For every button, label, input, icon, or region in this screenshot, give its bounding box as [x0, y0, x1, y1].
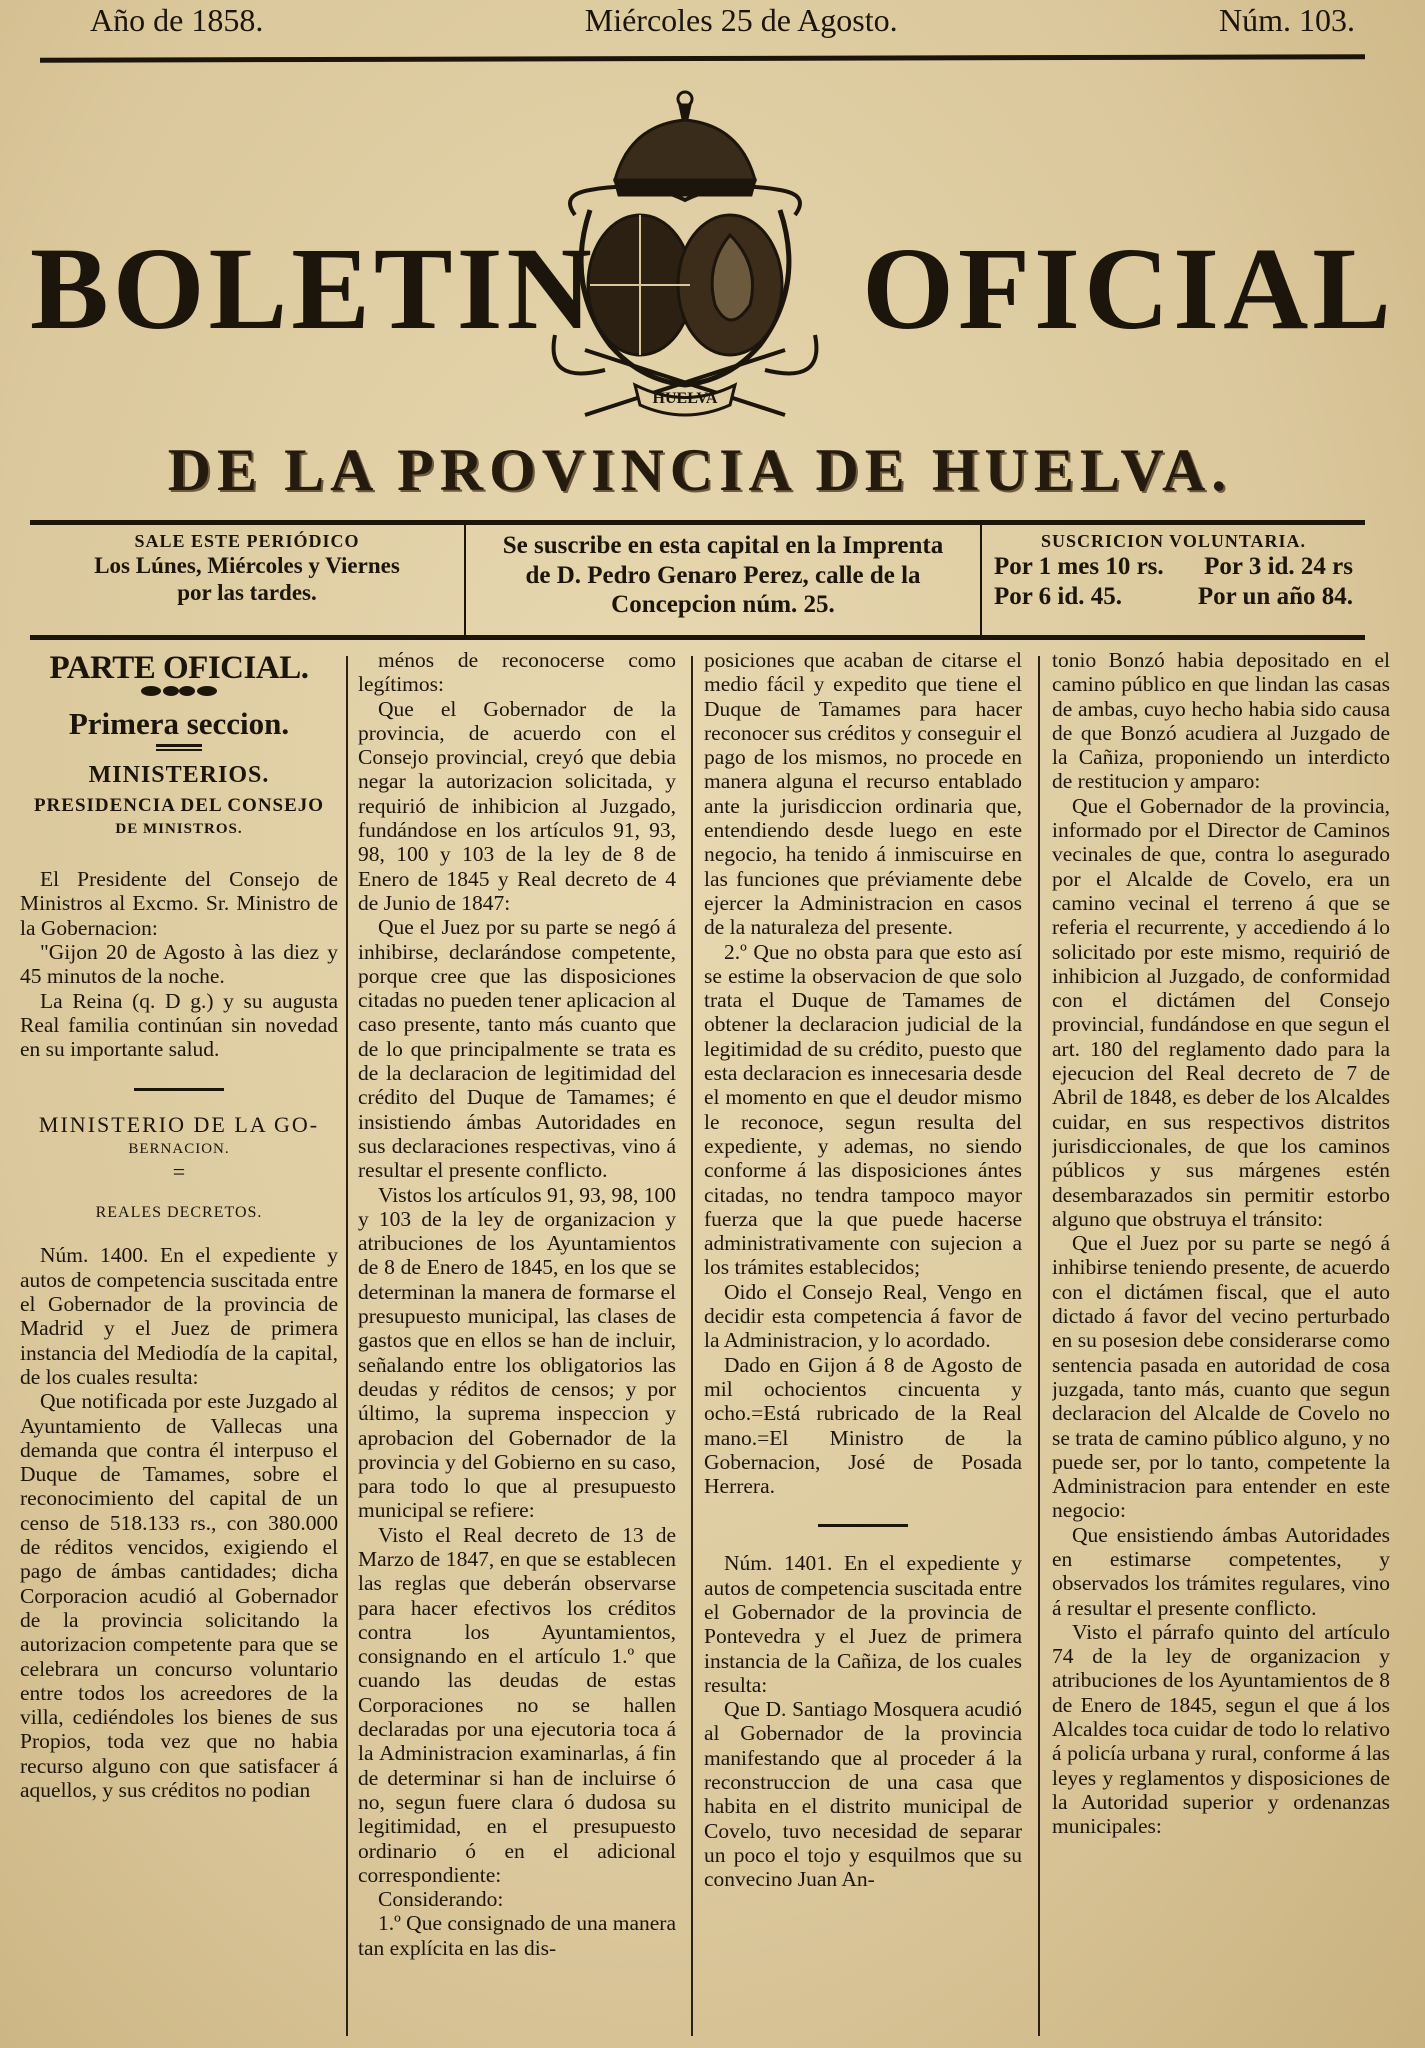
section-heading-parte-oficial: PARTE OFICIAL.: [49, 650, 309, 686]
paragraph: Visto el párrafo quinto del artículo 74 de la ley de organizacion y atribuciones de los Ayuntamientos de 8 de Enero de 1845, segun el que á los Alcaldes toca cuidar de todo lo relativo á policía urbana y rural, conforme á las leyes y reglamentos y disposiciones de la Autoridad superior y ordenanzas municipales:: [1052, 1619, 1390, 1839]
heading-presidencia-sub: DE MINISTROS.: [115, 820, 243, 837]
double-rule-icon: [20, 743, 338, 753]
paragraph: Núm. 1401. En el expediente y autos de competencia suscitada entre el Gobernador de la provincia de Pontevedra y el Juez de primera instancia de la Cañiza, de los cuales resulta:: [704, 1551, 1022, 1697]
schedule-heading: SALE ESTE PERIÓDICO: [134, 531, 360, 551]
heading-reales-decretos: REALES DECRETOS.: [95, 1204, 263, 1222]
paragraph: Que el Juez por su parte se negó á inhibirse, declarándose competente, porque cree que las disposiciones citadas no pueden tener aplicacion al caso presente, tanto más cuanto que de lo que principalmente se trata es de la declaracion de legitimidad del crédito del Duque de Tamames; é insistiendo ámbas Autoridades en sus declaraciones respectivas, vino á resultar el presente conflicto.: [358, 915, 676, 1183]
paragraph: Oido el Consejo Real, Vengo en decidir esta competencia á favor de la Administracion, y lo acordado.: [704, 1279, 1022, 1353]
article-columns: [18, 648, 1408, 2038]
subscribe-line-2: de D. Pedro Genaro Perez, calle de la: [525, 561, 921, 589]
section-heading-ministerios: MINISTERIOS.: [88, 761, 270, 788]
dateline-rule: [40, 54, 1365, 62]
paragraph: ménos de reconocerse como legítimos:: [358, 648, 676, 697]
paragraph: 1.º Que consignado de una manera tan explícita en las dis-: [358, 1911, 676, 1960]
price-6-months: Por 6 id. 45.: [994, 582, 1123, 610]
column-rule: [1038, 656, 1040, 2036]
price-3-months: Por 3 id. 24 rs: [1204, 553, 1353, 581]
paragraph: Visto el Real decreto de 13 de Marzo de 1847, en que se establecen las reglas que deberán observarse para hacer efectivos los créditos contra los Ayuntamientos, consignando en el artículo 1.º que cuando las deudas de estas Corporaciones no se hallen declaradas por una ejecutoria toca á la Administracion examinarlas, á fin de determinar si han de incluirse ó no, segun fuere clara ó dudosa su legitimidad, en el presupuesto ordinario ó en el adicional correspondiente:: [358, 1522, 676, 1887]
column-rule: [691, 656, 693, 2036]
paragraph: Considerando:: [378, 1887, 504, 1912]
subscription-prices-cell: [982, 525, 1365, 635]
schedule-cell: [30, 525, 466, 635]
title-oficial: OFICIAL: [862, 223, 1395, 354]
section-separator: [818, 1524, 908, 1527]
title-boletin: BOLETIN: [30, 223, 596, 354]
subscription-place-cell: [466, 525, 982, 635]
subscribe-line-3: Concepcion núm. 25.: [611, 591, 835, 618]
issue-year: Año de 1858.: [90, 1, 264, 38]
masthead-title: [30, 223, 1395, 354]
masthead-subtitle: DE LA PROVINCIA DE HUELVA.: [167, 437, 1233, 503]
price-1-month: Por 1 mes 10 rs.: [994, 553, 1164, 581]
schedule-days: Los Lúnes, Miércoles y Viernes: [94, 553, 400, 579]
schedule-time: por las tardes.: [177, 580, 317, 606]
subscribe-line-1: Se suscribe en esta capital en la Imprenta: [502, 532, 944, 559]
column-rule: [346, 656, 348, 2036]
heading-ministerio-gobernacion-sub: BERNACION.: [128, 1140, 230, 1157]
column-2: [358, 648, 676, 2038]
paragraph: 2.º Que no obsta para que esto así se estime la observacion de que solo trata el Duque de Tamames de obtener la declaracion judicial de la legitimidad de su crédito, puesto que esta declaracion es innecesaria desde el momento en que el deudor mismo le reconoce, segun resulta del expediente, y ademas, no siendo conforme á las disposiciones ántes citadas, no tendra tampoco mayor fuerza que la que puede hacerse administrativamente con sujecion a los trámites establecidos;: [704, 939, 1022, 1280]
prices-row-2: [994, 582, 1353, 612]
section-separator: [134, 1088, 224, 1091]
seal-ribbon-text: HUELVA: [652, 390, 718, 407]
paragraph: Que el Juez por su parte se negó á inhibirse teniendo presente, de acuerdo con el dictámen fiscal, que el auto dictado á favor del vecino perturbado en su posesion debe considerarse como sentencia pasada en autoridad de cosa juzgada, tanto más, cuanto que segun declaracion del Alcalde de Covelo no se trata de camino público alguno, y no puede ser, por lo tanto, competente la Administracion para entender en este negocio:: [1052, 1231, 1390, 1523]
column-3: [704, 648, 1022, 2038]
issue-number: Núm. 103.: [1219, 1, 1355, 38]
paragraph: "Gijon 20 de Agosto à las diez y 45 minutos de la noche.: [20, 940, 338, 989]
paragraph: Que notificada por este Juzgado al Ayuntamiento de Vallecas una demanda que contra él interpuso el Duque de Tamames, sobre el reconocimiento del capital de un censo de 518.133 rs., con 380.000 de réditos vencidos, exigiendo el pago de ámbas cantidades; dicha Corporacion acudió al Gobernador de la provincia solicitando la autorizacion competente para que se celebrara un concurso voluntario entre todos los acreedores de la villa, cediéndoles los bienes de sus Propios, toda vez que no habia recurso alguno con que satisfacer á aquellos, y sus créditos no podian: [20, 1389, 338, 1802]
paragraph: Que el Gobernador de la provincia, informado por el Director de Caminos vecinales de que, contra lo asegurado por el Alcalde de Covelo, era un camino vecinal el terreno á que se referia el recurrente, y accediendo á lo solicitado por este mismo, requirió de inhibicion al Juzgado, de conformidad con el dictámen del Consejo provincial, fundándose en que segun el art. 180 del reglamento dado para la ejecucion del Real decreto de 7 de Abril de 1848, es deber de los Alcaldes cuidar, en sus respectivos distritos jurisdiccionales, de que los caminos públicos y sus márgenes estén desembarazados sin permitir estorbo alguno que obstruya el tránsito:: [1052, 793, 1390, 1231]
dateline: [90, 0, 1355, 40]
paragraph: Que el Gobernador de la provincia, de acuerdo con el Consejo provincial, creyó que debia negar la autorizacion solicitada, y requirió de inhibicion al Juzgado, fundándose en los artículos 91, 93, 98, 100 y 103 de la ley de 8 de Enero de 1845 y Real decreto de 4 de Junio de 1847:: [358, 696, 676, 915]
paragraph: Vistos los artículos 91, 93, 98, 100 y 103 de la ley de organizacion y atribuciones de los Ayuntamientos de 8 de Enero de 1845, en los que se determinan la manera de formarse el presupuesto municipal, las clases de gastos que en ellos se han de incluir, señalando entre los obligatorios las deudas y réditos de censos; y por último, la suprema inspeccion y aprobacion del Gobernador de la provincia y del Gobierno en su caso, para todo lo que al presupuesto municipal se refiere:: [358, 1182, 676, 1523]
paragraph: Que ensistiendo ámbas Autoridades en estimarse competentes, y observados los trámites regulares, vino á resultar el presente conflicto.: [1052, 1522, 1390, 1620]
paragraph: El Presidente del Consejo de Ministros al Excmo. Sr. Ministro de la Gobernacion:: [20, 867, 338, 940]
publication-info-box: [30, 520, 1365, 640]
prices-row-1: [994, 552, 1353, 582]
paragraph: posiciones que acaban de citarse el medio fácil y expedito que tiene el Duque de Tamames para hacer reconocer sus créditos y conseguir el pago de los mismos, no procede en manera alguna el recurso entablado ante la jurisdiccion ordinaria que, entendiendo desde luego en este negocio, ha tenido á inmiscuirse en las funciones que préviamente debe ejercer la Administracion en casos de la naturaleza del presente.: [704, 648, 1022, 940]
prices-heading: SUSCRICION VOLUNTARIA.: [1040, 531, 1307, 551]
issue-date: Miércoles 25 de Agosto.: [584, 1, 898, 38]
paragraph: Dado en Gijon á 8 de Agosto de mil ochocientos cincuenta y ocho.=Está rubricado de la Real mano.=El Ministro de la Gobernacion, José de Posada Herrera.: [704, 1352, 1022, 1499]
paragraph: Núm. 1400. En el expediente y autos de competencia suscitada entre el Gobernador de la provincia de Madrid y el Juez de primera instancia del Mediodía de la capital, de los cuales resulta:: [20, 1243, 338, 1389]
paragraph: Que D. Santiago Mosquera acudió al Gobernador de la provincia manifestando que al proceder á la reconstruccion de una casa que habita en el distrito municipal de Covelo, tuvo necesidad de separar un poco el tojo y esquilmos que su convecino Juan An-: [704, 1697, 1022, 1892]
section-heading-primera: Primera seccion.: [68, 706, 290, 742]
ornament-icon: [20, 684, 338, 698]
paragraph: La Reina (q. D g.) y su augusta Real familia continúan sin novedad en su importante salud.: [20, 988, 338, 1062]
column-4: [1052, 648, 1390, 2038]
paragraph: tonio Bonzó habia depositado en el camino público en que lindan las casas de ambas, cuyo hecho habia sido causa de que Bonzó acudiera al Juzgado de la Cañiza, proponiendo un interdicto de restitucion y amparo:: [1052, 648, 1390, 794]
price-1-year: Por un año 84.: [1197, 582, 1353, 610]
heading-presidencia: PRESIDENCIA DEL CONSEJO: [33, 794, 325, 816]
equals-separator-icon: =: [172, 1159, 186, 1185]
column-1: [20, 648, 338, 2038]
heading-ministerio-gobernacion: MINISTERIO DE LA GO-: [38, 1111, 320, 1137]
